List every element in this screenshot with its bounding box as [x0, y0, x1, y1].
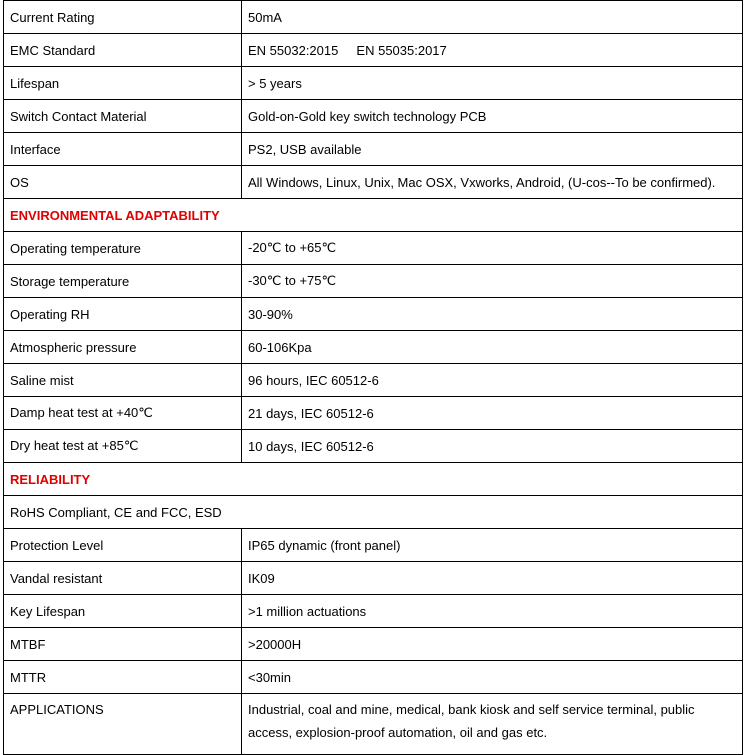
table-row	[4, 562, 743, 595]
applications-label: APPLICATIONS	[4, 694, 242, 755]
spec-value: <30min	[242, 661, 743, 694]
spec-value: 10 days, IEC 60512-6	[242, 430, 743, 463]
section-heading-environmental: ENVIRONMENTAL ADAPTABILITY	[4, 199, 743, 232]
section-row	[4, 199, 743, 232]
spec-label: Dry heat test at +85℃	[4, 430, 242, 463]
spec-value: Gold-on-Gold key switch technology PCB	[242, 100, 743, 133]
spec-value: PS2, USB available	[242, 133, 743, 166]
spec-label: Operating temperature	[4, 232, 242, 265]
spec-value: All Windows, Linux, Unix, Mac OSX, Vxworks, Android, (U-cos--To be confirmed).	[242, 166, 743, 199]
spec-value: 50mA	[242, 1, 743, 34]
compliance-text: RoHS Compliant, CE and FCC, ESD	[4, 496, 743, 529]
spec-label: Interface	[4, 133, 242, 166]
spec-label: Protection Level	[4, 529, 242, 562]
spec-value: EN 55032:2015 EN 55035:2017	[242, 34, 743, 67]
spec-label: Operating RH	[4, 298, 242, 331]
table-row	[4, 661, 743, 694]
spec-label: EMC Standard	[4, 34, 242, 67]
spec-value: IK09	[242, 562, 743, 595]
table-row	[4, 397, 743, 430]
spec-label: Current Rating	[4, 1, 242, 34]
table-row	[4, 67, 743, 100]
spec-label: MTTR	[4, 661, 242, 694]
spec-value: 21 days, IEC 60512-6	[242, 397, 743, 430]
table-row	[4, 1, 743, 34]
table-row	[4, 430, 743, 463]
table-row	[4, 100, 743, 133]
table-row	[4, 34, 743, 67]
table-row	[4, 298, 743, 331]
section-heading-reliability: RELIABILITY	[4, 463, 743, 496]
spec-label: MTBF	[4, 628, 242, 661]
spec-label: Storage temperature	[4, 265, 242, 298]
compliance-row	[4, 496, 743, 529]
applications-value: Industrial, coal and mine, medical, bank kiosk and self service terminal, public access, explosion-proof automation, oil and gas etc.	[242, 694, 743, 755]
spec-label: Switch Contact Material	[4, 100, 242, 133]
spec-label: Lifespan	[4, 67, 242, 100]
spec-value: > 5 years	[242, 67, 743, 100]
table-row	[4, 166, 743, 199]
table-row	[4, 232, 743, 265]
spec-label: Damp heat test at +40℃	[4, 397, 242, 430]
spec-value: 30-90%	[242, 298, 743, 331]
spec-value: 60-106Kpa	[242, 331, 743, 364]
spec-value: >1 million actuations	[242, 595, 743, 628]
spec-label: Saline mist	[4, 364, 242, 397]
spec-label: Atmospheric pressure	[4, 331, 242, 364]
specification-table	[3, 0, 743, 755]
table-row	[4, 331, 743, 364]
section-row	[4, 463, 743, 496]
spec-value: -20℃ to +65℃	[242, 232, 743, 265]
spec-label: Vandal resistant	[4, 562, 242, 595]
spec-value: IP65 dynamic (front panel)	[242, 529, 743, 562]
spec-value: -30℃ to +75℃	[242, 265, 743, 298]
spec-label: Key Lifespan	[4, 595, 242, 628]
table-row	[4, 529, 743, 562]
spec-value: >20000H	[242, 628, 743, 661]
table-row	[4, 628, 743, 661]
spec-label: OS	[4, 166, 242, 199]
table-row	[4, 133, 743, 166]
table-row	[4, 364, 743, 397]
spec-value: 96 hours, IEC 60512-6	[242, 364, 743, 397]
table-row-applications	[4, 694, 743, 755]
table-row	[4, 595, 743, 628]
table-row	[4, 265, 743, 298]
